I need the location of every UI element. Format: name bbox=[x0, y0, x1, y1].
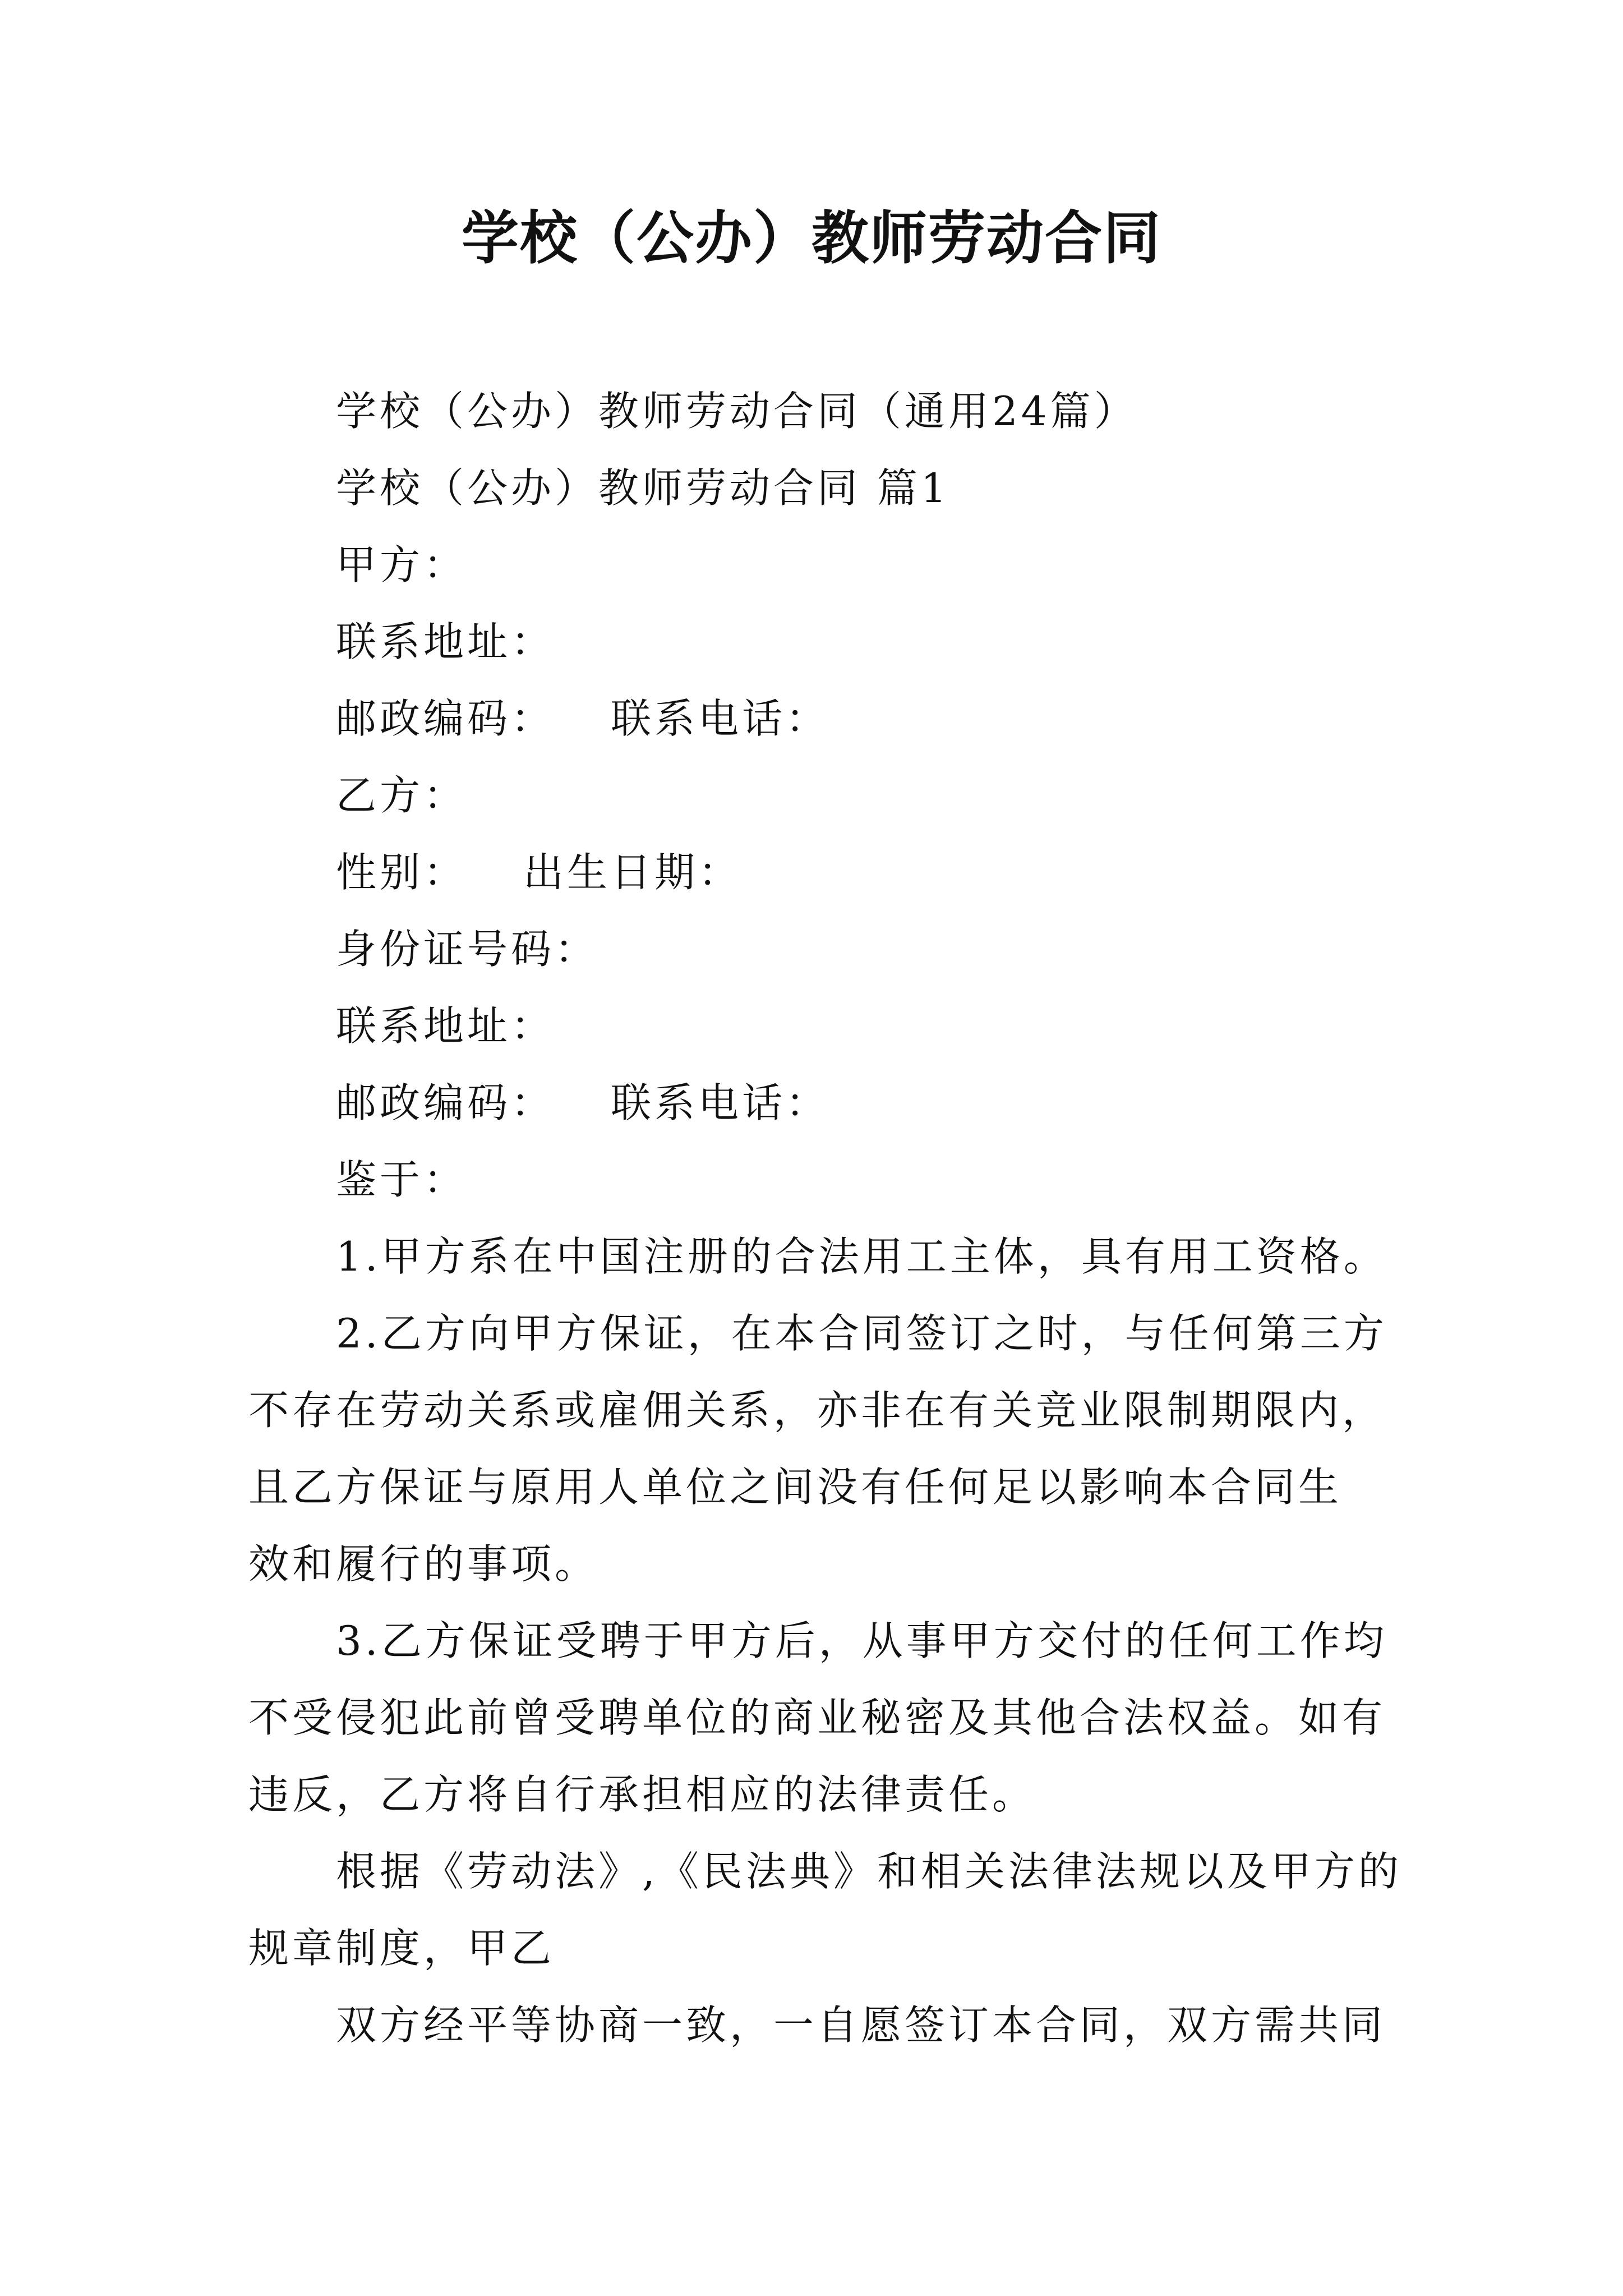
clause-line: 1.甲方系在中国注册的合法用工主体，具有用工资格。 bbox=[336, 1233, 1387, 1280]
field-party-a bbox=[248, 527, 1387, 604]
clause-1 bbox=[248, 1218, 1387, 1295]
field-label: 邮政编码： bbox=[336, 1079, 555, 1126]
document-subtitle bbox=[248, 373, 1387, 450]
field-address-b bbox=[248, 988, 1387, 1065]
paragraph-line: 规章制度，甲乙 bbox=[248, 1925, 555, 1972]
field-address-a bbox=[248, 604, 1387, 680]
document-title: 学校（公办）教师劳动合同 bbox=[462, 205, 1161, 272]
section-heading bbox=[248, 450, 1387, 527]
field-label: 出生日期： bbox=[523, 849, 743, 896]
clause-line: 不存在劳动关系或雇佣关系，亦非在有关竞业限制期限内， bbox=[248, 1387, 1386, 1434]
field-label: 联系地址： bbox=[336, 618, 555, 665]
clause-line: 2.乙方向甲方保证，在本合同签订之时，与任何第三方 bbox=[336, 1310, 1387, 1357]
paragraph-line: 双方经平等协商一致，一自愿签订本合同，双方需共同 bbox=[336, 2001, 1386, 2049]
clause-line: 且乙方保证与原用人单位之间没有任何足以影响本合同生 bbox=[248, 1464, 1343, 1511]
document-body bbox=[248, 373, 1402, 2064]
clause-line: 不受侵犯此前曾受聘单位的商业秘密及其他合法权益。如有 bbox=[248, 1694, 1386, 1741]
field-label: 联系电话： bbox=[611, 695, 830, 742]
field-label: 性别： bbox=[336, 849, 468, 896]
field-gender-birthdate bbox=[248, 834, 1387, 911]
field-label: 乙方： bbox=[336, 772, 468, 819]
clause-line: 3.乙方保证受聘于甲方后，从事甲方交付的任何工作均 bbox=[336, 1617, 1387, 1664]
field-party-b bbox=[248, 757, 1387, 834]
agreement-paragraph bbox=[248, 1987, 1387, 2064]
clause-2 bbox=[248, 1295, 1387, 1603]
field-label: 联系地址： bbox=[336, 1002, 555, 1050]
field-label: 邮政编码： bbox=[336, 695, 555, 742]
field-id-number bbox=[248, 911, 1387, 988]
section-heading-text: 学校（公办）教师劳动合同 篇1 bbox=[336, 464, 950, 512]
field-label: 甲方： bbox=[336, 541, 468, 588]
legal-basis-paragraph bbox=[248, 1833, 1402, 1987]
field-label: 联系电话： bbox=[611, 1079, 830, 1126]
subtitle-text: 学校（公办）教师劳动合同（通用24篇） bbox=[336, 388, 1138, 435]
whereas-text: 鉴于： bbox=[336, 1156, 468, 1203]
clause-3 bbox=[248, 1603, 1387, 1833]
field-postcode-phone-a bbox=[248, 680, 1387, 757]
field-postcode-phone-b bbox=[248, 1065, 1387, 1142]
clause-line: 效和履行的事项。 bbox=[248, 1540, 599, 1588]
field-label: 身份证号码： bbox=[336, 926, 599, 973]
clause-line: 违反，乙方将自行承担相应的法律责任。 bbox=[248, 1771, 1036, 1818]
whereas-label bbox=[248, 1142, 1387, 1218]
paragraph-line: 根据《劳动法》,《民法典》和相关法律法规以及甲方的 bbox=[336, 1848, 1402, 1895]
